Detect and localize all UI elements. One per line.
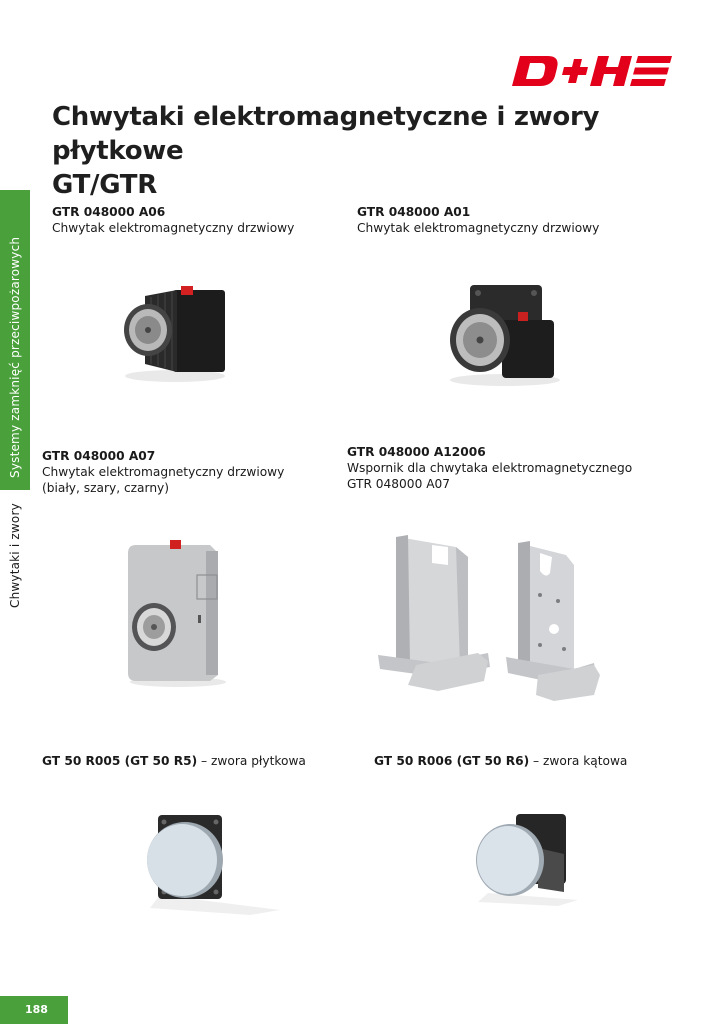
product-code: GTR 048000 A06 (52, 205, 166, 219)
electromagnet-holder-photo (440, 280, 565, 390)
electromagnet-holder-white-photo (118, 535, 233, 690)
product-description-line-2: GTR 048000 A07 (347, 477, 451, 491)
product-code: GTR 048000 A12006 (347, 445, 486, 459)
armature-plate-photo (130, 810, 290, 915)
product-code: GTR 048000 A07 (42, 449, 156, 463)
dh-logo (510, 54, 672, 88)
product-caption-2 (357, 204, 599, 236)
product-code: GT 50 R006 (GT 50 R6) (374, 754, 530, 768)
product-code: GT 50 R005 (GT 50 R5) (42, 754, 198, 768)
product-description: – zwora płytkowa (197, 754, 306, 768)
mounting-bracket-photo (368, 525, 613, 705)
angle-armature-photo (468, 808, 583, 908)
product-description: Chwytak elektromagnetyczny drzwiowy (52, 221, 295, 235)
page-title-line-1: Chwytaki elektromagnetyczne i zwory płytkowe (52, 102, 600, 166)
side-tab-primary-label: Systemy zamknięć przeciwpożarowych (8, 236, 22, 478)
product-caption-5 (42, 753, 306, 769)
product-description-line-1: Wspornik dla chwytaka elektromagnetycznego (347, 461, 633, 475)
page-title (52, 100, 725, 202)
page-title-line-2: GT/GTR (52, 170, 157, 200)
product-description-line-2: (biały, szary, czarny) (42, 481, 170, 495)
product-code: GTR 048000 A01 (357, 205, 471, 219)
side-tab-secondary-label: Chwytaki i zwory (8, 503, 22, 608)
page-number: 188 (0, 996, 68, 1024)
product-caption-3 (42, 448, 284, 496)
product-description: – zwora kątowa (529, 754, 628, 768)
product-caption-1 (52, 204, 294, 236)
product-description: Chwytak elektromagnetyczny drzwiowy (357, 221, 600, 235)
product-description-line-1: Chwytak elektromagnetyczny drzwiowy (42, 465, 285, 479)
product-caption-6 (374, 753, 627, 769)
electromagnet-holder-photo (115, 280, 230, 385)
product-caption-4 (347, 444, 632, 492)
